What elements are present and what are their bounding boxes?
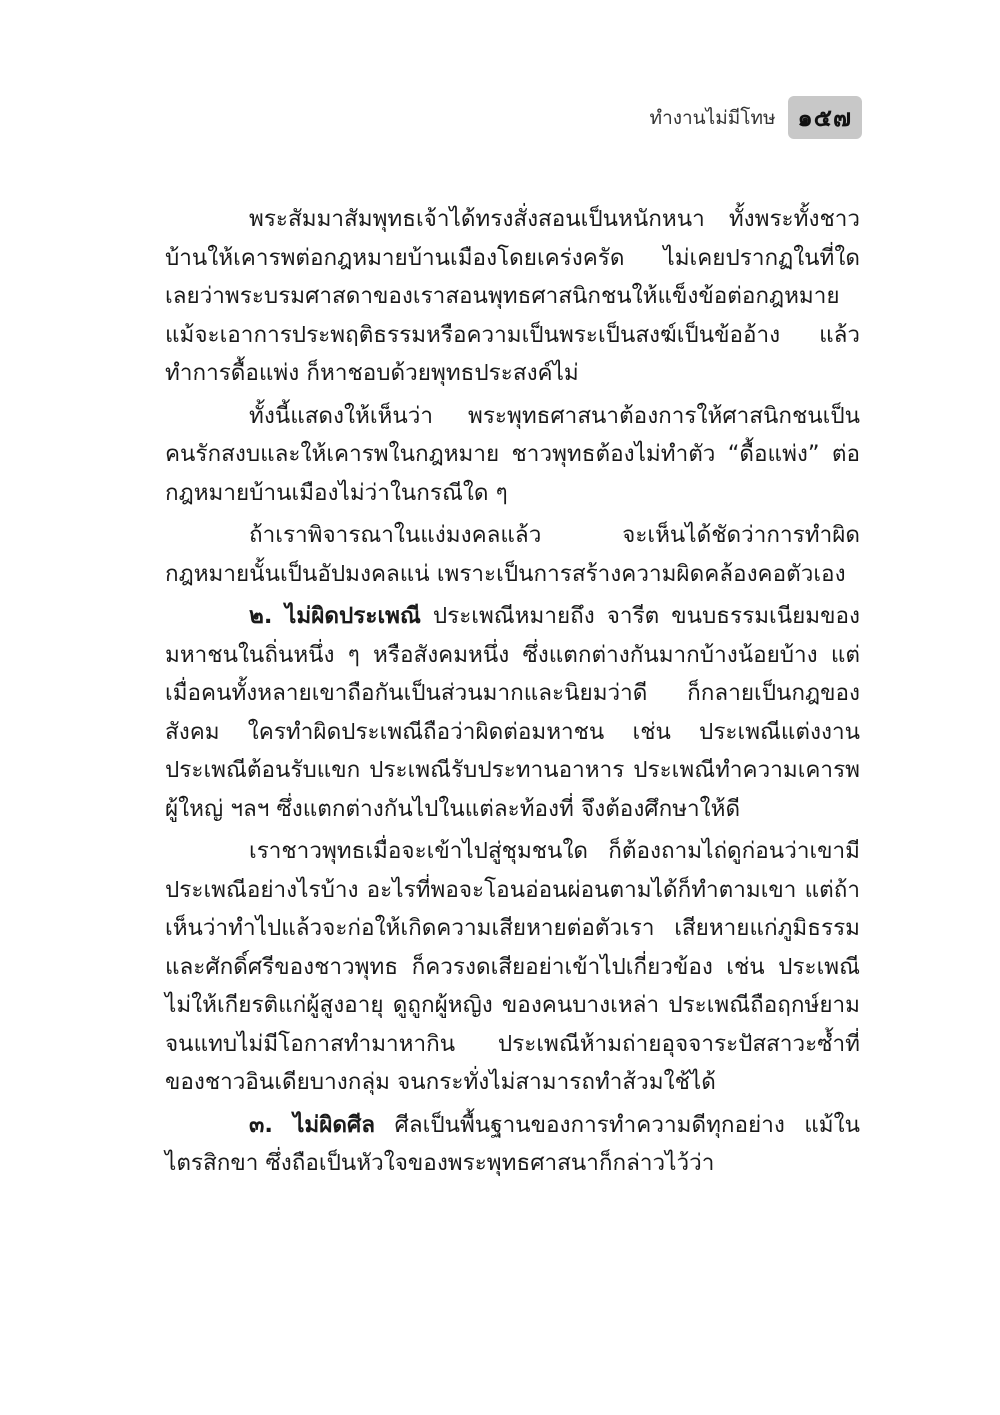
section-2-text: ประเพณีหมายถึง จารีต ขนบธรรมเนียมของมหาชนในถิ่นหนึ่ง ๆ หรือสังคมหนึ่ง ซึ่งแตกต่างกันมากบ้างน้อยบ้าง แต่เมื่อคนทั้งหลายเขาถือกันเป็นส่วนมากและนิยมว่าดี ก็กลายเป็นกฎของสังคม ใครทำผิดประเพณีถือว่าผิดต่อมหาชน เช่น ประเพณีแต่งงาน ประเพณีต้อนรับแขก ประเพณีรับประทานอาหาร ประเพณีทำความเคารพผู้ใหญ่ ฯลฯ ซึ่งแตกต่างกันไปในแต่ละท้องที่ จึงต้องศึกษาให้ดี	[165, 603, 860, 822]
body-text	[165, 200, 860, 1187]
paragraph: เราชาวพุทธเมื่อจะเข้าไปสู่ชุมชนใด ก็ต้องถามไถ่ดูก่อนว่าเขามีประเพณีอย่างไรบ้าง อะไรที่พอจะโอนอ่อนผ่อนตามได้ก็ทำตามเขา แต่ถ้าเห็นว่าทำไปแล้วจะก่อให้เกิดความเสียหายต่อตัวเรา เสียหายแก่ภูมิธรรม และศักดิ์ศรีของชาวพุทธ ก็ควรงดเสียอย่าเข้าไปเกี่ยวข้อง เช่น ประเพณีไม่ให้เกียรติแก่ผู้สูงอายุ ดูถูกผู้หญิง ของคนบางเหล่า ประเพณีถือฤกษ์ยามจนแทบไม่มีโอกาสทำมาหากิน ประเพณีห้ามถ่ายอุจจาระปัสสาวะซ้ำที่ของชาวอินเดียบางกลุ่ม จนกระทั่งไม่สามารถทำส้วมใช้ได้	[165, 838, 860, 1095]
running-title: ทำงานไม่มีโทษ	[649, 106, 776, 129]
paragraph: ถ้าเราพิจารณาในแง่มงคลแล้ว จะเห็นได้ชัดว่าการทำผิดกฎหมายนั้นเป็นอัปมงคลแน่ เพราะเป็นการสร้างความผิดคล้องคอตัวเอง	[165, 522, 860, 587]
section-3-heading: ๓. ไม่ผิดศีล	[249, 1111, 376, 1138]
paragraph: พระสัมมาสัมพุทธเจ้าได้ทรงสั่งสอนเป็นหนักหนา ทั้งพระทั้งชาวบ้านให้เคารพต่อกฎหมายบ้านเมืองโดยเคร่งครัด ไม่เคยปรากฏในที่ใดเลยว่าพระบรมศาสดาของเราสอนพุทธศาสนิกชนให้แข็งข้อต่อกฎหมาย แม้จะเอาการประพฤติธรรมหรือความเป็นพระเป็นสงฆ์เป็นข้ออ้าง แล้วทำการดื้อแพ่ง ก็หาชอบด้วยพุทธประสงค์ไม่	[165, 206, 860, 386]
section-2-paragraph	[165, 597, 860, 828]
section-2-heading: ๒. ไม่ผิดประเพณี	[249, 603, 421, 629]
paragraph: ทั้งนี้แสดงให้เห็นว่า พระพุทธศาสนาต้องการให้ศาสนิกชนเป็นคนรักสงบและให้เคารพในกฎหมาย ชาวพุทธต้องไม่ทำตัว “ดื้อแพ่ง” ต่อกฎหมายบ้านเมืองไม่ว่าในกรณีใด ๆ	[165, 402, 860, 506]
page-number: ๑๕๗	[788, 96, 862, 139]
section-3-paragraph	[165, 1106, 860, 1183]
section-3-text: ศีลเป็นพื้นฐานของการทำความดีทุกอย่าง แม้ในไตรสิกขา ซึ่งถือเป็นหัวใจของพระพุทธศาสนาก็กล่าวไว้ว่า	[165, 1111, 861, 1176]
page-header	[650, 96, 862, 139]
